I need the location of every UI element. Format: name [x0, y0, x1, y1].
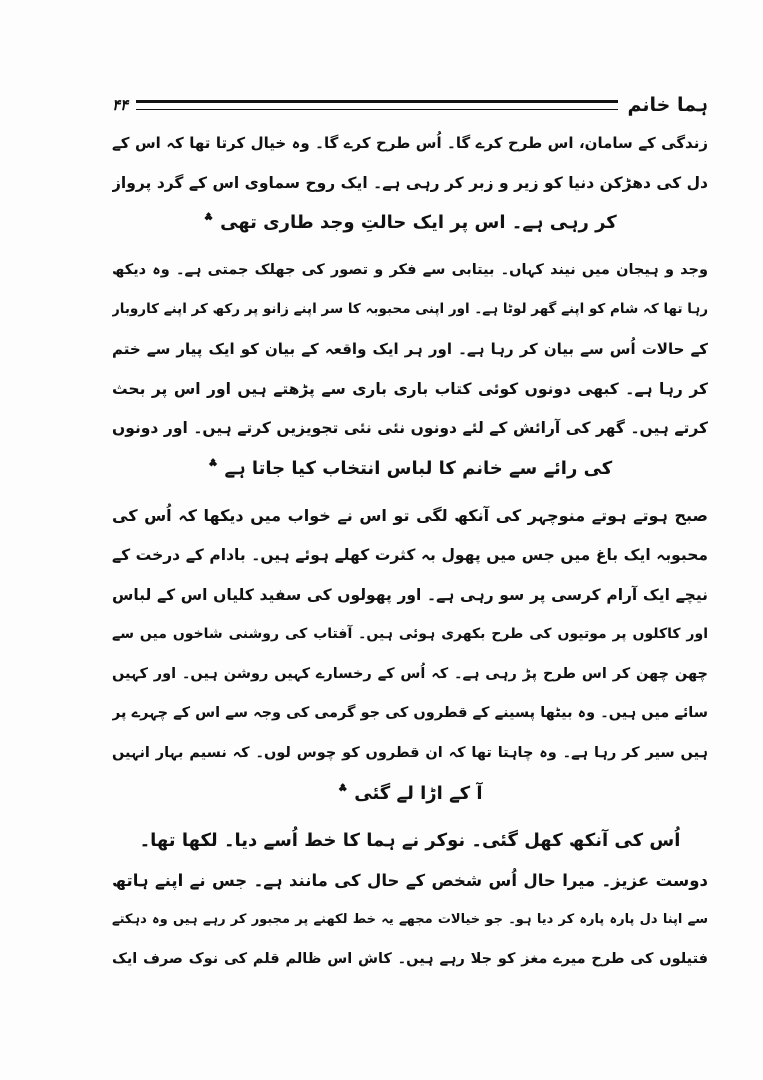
text-line: سے اپنا دل پارہ پارہ کر دیا ہو۔ جو خیالات مجھے یہ خط لکھنے پر مجبور کر رہے ہیں وہ دہکتے — [112, 912, 708, 928]
text-line: چھن چھن کر اس طرح پڑ رہی ہے۔ کہ اُس کے رخسارے کہیں روشن ہیں۔ اور کہیں — [112, 665, 708, 682]
header-rule — [136, 100, 617, 110]
page-number: ۴۴ — [112, 96, 129, 114]
body-text — [112, 124, 708, 979]
running-title: ہما خانم — [627, 94, 708, 116]
text-line: ہیں سیر کر رہا ہے۔ وہ چاہتا تھا کہ ان قطروں کو چوس لوں۔ کہ نسیم بہار انہیں — [112, 744, 708, 761]
text-line: سائے میں ہیں۔ وہ بیٹھا پسینے کے قطروں کی جو گرمی کی وجہ سے اس کے چہرے پر — [112, 705, 708, 722]
text-line: کے حالات اُس سے بیان کر رہا ہے۔ اور ہر ایک واقعہ کے بیان کو ایک پیار سے ختم — [112, 339, 708, 358]
text-line: صبح ہوتے ہوتے منوچہر کی آنکھ لگی تو اس نے خواب میں دیکھا کہ اُس کی — [112, 506, 708, 526]
text-line: کر رہا ہے۔ کبھی دونوں کوئی کتاب باری باری سے پڑھتے ہیں اور اس پر بحث — [112, 379, 708, 398]
page-header — [112, 90, 708, 120]
text-line: محبوبہ ایک باغ میں جس میں پھول بہ کثرت کھلے ہوئے ہیں۔ بادام کے درخت کے — [112, 545, 708, 564]
text-line: اُس کی آنکھ کھل گئی۔ نوکر نے ہما کا خط اُسے دیا۔ لکھا تھا۔ — [139, 830, 681, 852]
text-line: فتیلوں کی طرح میرے مغز کو جلا رہے ہیں۔ کاش اس ظالم قلم کی نوک صرف ایک — [112, 950, 708, 967]
text-line: نیچے ایک آرام کرسی پر سو رہی ہے۔ اور پھولوں کی سفید کلیاں اس کے لباس — [112, 585, 708, 604]
text-line: دل کی دھڑکن دنیا کو زیر و زبر کر رہی ہے۔ ایک روح سماوی اس کے گرد پرواز — [112, 173, 708, 192]
text-line: وجد و ہیجان میں نیند کہاں۔ بیتابی سے فکر و تصور کی جھلک جمتی ہے۔ وہ دیکھ — [112, 261, 708, 278]
text-line: آ کے اڑا لے گئی ؞ — [337, 782, 483, 804]
text-line: دوست عزیز۔ میرا حال اُس شخص کے حال کی مانند ہے۔ جس نے اپنے ہاتھ — [112, 870, 708, 890]
text-line: کی رائے سے خانم کا لباس انتخاب کیا جاتا ہے ؞ — [207, 457, 613, 479]
text-line: اور کاکلوں پر موتیوں کی طرح بکھری ہوئی ہیں۔ آفتاب کی روشنی شاخوں میں سے — [112, 626, 708, 643]
text-line: کرتے ہیں۔ گھر کی آرائش کے لئے دونوں نئی نئی تجویزیں کرتے ہیں۔ اور دونوں — [112, 419, 708, 438]
text-line: رہا تھا کہ شام کو اپنے گھر لوٹا ہے۔ اور اپنی محبوبہ کا سر اپنے زانو پر رکھ کر اپنے کاروبار — [112, 301, 708, 318]
text-line: زندگی کے سامان، اس طرح کرے گا۔ اُس طرح کرے گا۔ وہ خیال کرتا تھا کہ اس کے — [112, 134, 708, 152]
text-line: کر رہی ہے۔ اس پر ایک حالتِ وجد طاری تھی ؞ — [203, 212, 617, 234]
